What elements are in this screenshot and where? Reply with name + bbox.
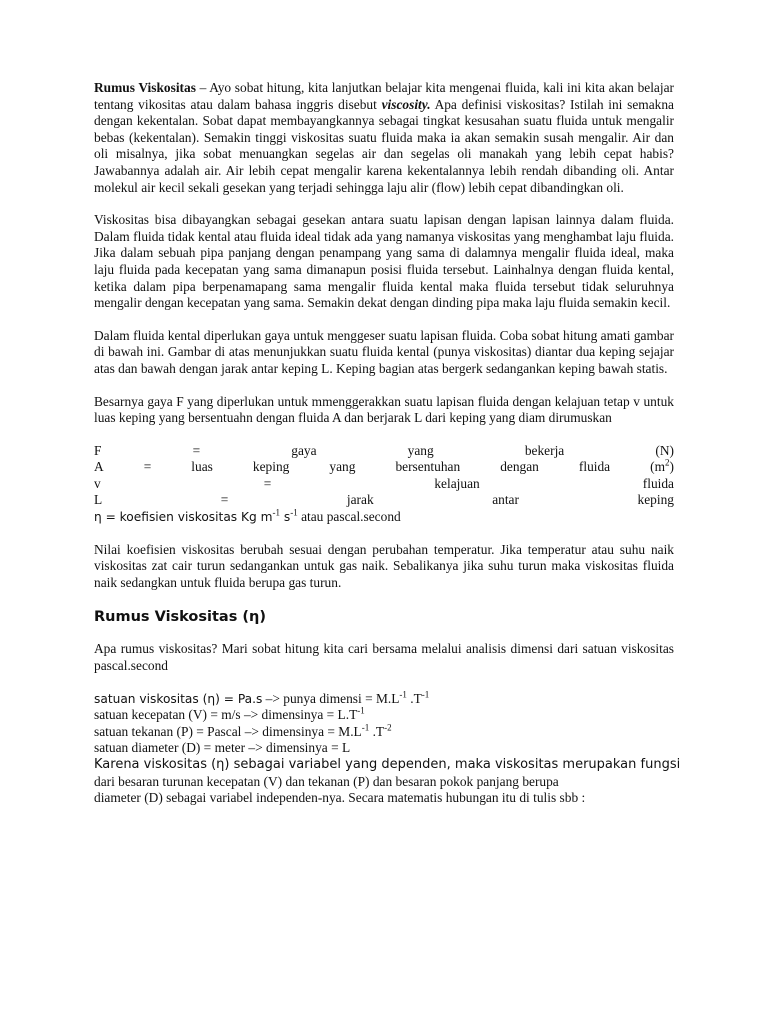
conclusion-line-2: dari besaran turunan kecepatan (V) dan tekanan (P) dan besaran pokok panjang berupa xyxy=(94,773,559,789)
definition-A: A = luas keping yang bersentuhan dengan fluida $(m^2)$ xyxy=(94,457,674,475)
document-page xyxy=(94,80,681,807)
unit-viscosity: satuan viskositas (η) = Pa.s –> punya dimensi = $M.L^{-1}$ $.T^{-1}$ xyxy=(94,689,430,706)
variable-definitions xyxy=(94,443,674,526)
formula-intro-paragraph: Besarnya gaya F yang diperlukan untuk mmenggerakkan suatu lapisan fluida dengan kelajuan tetap v untuk luas keping yang bersentuahn dengan fluida A dan berjarak L dari keping yang diam dirumuskan xyxy=(94,393,674,426)
unit-velocity: satuan kecepatan (V) = m/s –> dimensinya = $L.T^{-1}$ xyxy=(94,705,365,723)
unit-dimensions xyxy=(94,691,674,757)
conclusion-line-3: diameter (D) sebagai variabel independen-nya. Secara matematis hubungan itu di tulis sbb : xyxy=(94,790,586,806)
article-title: Rumus Viskositas xyxy=(94,80,196,95)
unit-pressure: satuan tekanan (P) = Pascal –> dimensinya = $M.L^{-1}$ $.T^{-2}$ xyxy=(94,722,392,739)
intro-paragraph xyxy=(94,80,674,196)
section-heading: Rumus Viskositas (η) xyxy=(94,609,266,626)
dimension-intro-paragraph: Apa rumus viskositas? Mari sobat hitung kita cari bersama melalui analisis dimensi dari satuan viskositas pascal.second xyxy=(94,641,674,674)
intro-body: Apa definisi viskositas? Istilah ini semakna dengan kekentalan. Sobat dapat membayangkannya sebagai tingkat kesusahan suatu fluida untuk mengalir bebas (kekentalan). Semakin tinggi viskositas suatu fluida maka ia akan semakin susah mengalir. Air dan oli misalnya, jika sobat menuangkan segelas air dan segelas oli manakah yang lebih cepat habis? Jawabannya adalah air. Air lebih cepat mengalir karena kekentalannya lebih rendah dibanding oli. Antar molekul air kecil sekali gesekan yang terjadi sehingga laju alir (flow) lebih cepat dibandingkan oli. xyxy=(94,96,674,195)
definition-F: F = gaya yang bekerja (N) xyxy=(94,442,674,458)
friction-paragraph: Viskositas bisa dibayangkan sebagai gesekan antara suatu lapisan dengan lapisan lainnya dalam fluida. Dalam fluida tidak kental atau fluida ideal tidak ada yang namanya viskositas yang menghambat laju fluida. Jika dalam sebuah pipa panjang dengan penampang yang sama di dalamnya mengalir fluida ideal, maka laju fluida pada kecepatan yang sama dimanapun posisi fluida tersebut. Lainhalnya dengan fluida kental, ketika dalam pipa berpenamapang sama mengalir fluida kental maka fluida tersebut tidak seluruhnya mengalir dengan kecepatan yang sama. Semakin dekat dengan dinding pipa maka laju fluida semakin kecil. xyxy=(94,212,674,311)
conclusion-line-1: Karena viskositas (η) sebagai variabel yang dependen, maka viskositas merupakan fungsi xyxy=(94,757,681,772)
temperature-paragraph: Nilai koefisien viskositas berubah sesuai dengan perubahan temperatur. Jika temperatur atau suhu naik viskositas zat cair turun sedangankan untuk gas naik. Sebalikanya jika suhu turun maka viskositas fluida naik sedangkan untuk fluida berupa gas turun. xyxy=(94,541,674,590)
intro-text: – Ayo sobat hitung, kita lanjutkan belajar kita mengenai fluida, kali ini kita akan belajar tentang vikositas atau dalam bahasa inggris disebut xyxy=(94,80,674,112)
viscosity-term: viscosity. xyxy=(381,96,431,112)
unit-diameter: satuan diameter (D) = meter –> dimensinya = L xyxy=(94,740,351,756)
definition-v: v = kelajuan fluida xyxy=(94,475,674,491)
definition-eta: η = koefisien viskositas Kg $m^{-1}$ $s^{-1}$ atau pascal.second xyxy=(94,507,401,525)
force-paragraph: Dalam fluida kental diperlukan gaya untuk menggeser suatu lapisan fluida. Coba sobat hitung amati gambar di bawah ini. Gambar di atas menunjukkan suatu fluida kental (punya viskositas) diantar dua keping sejajar atas dan bawah dengan jarak antar keping L. Keping bagian atas bergerk sedangankan keping bawah statis. xyxy=(94,327,674,376)
definition-L: L = jarak antar keping xyxy=(94,492,674,508)
